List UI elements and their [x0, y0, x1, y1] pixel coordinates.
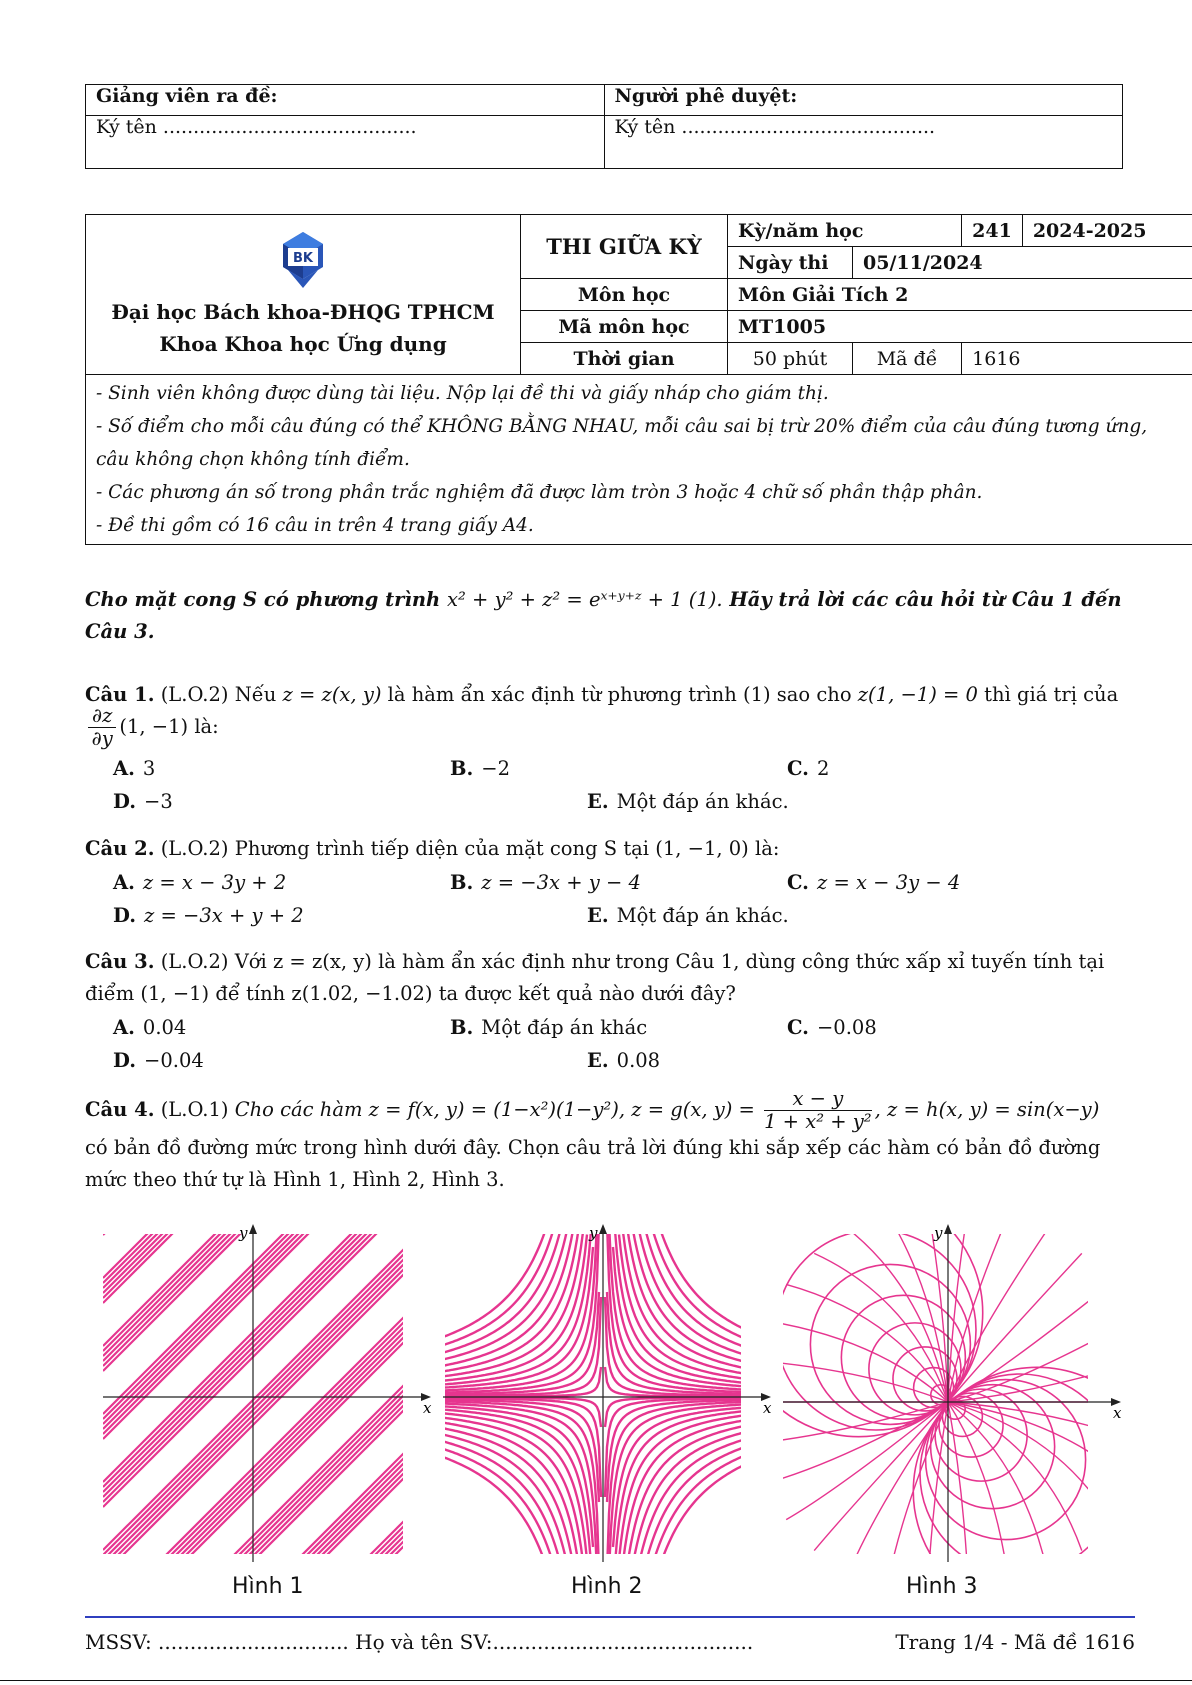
contour-line [948, 1402, 1048, 1562]
approver-signature-line: Ký tên .......................................... [604, 116, 1123, 169]
y-axis-label: y [239, 1224, 248, 1242]
question-label: Câu 4. [85, 1098, 155, 1121]
university-name: Đại học Bách khoa-ĐHQG TPHCM [111, 299, 495, 324]
question-2 [85, 833, 1135, 865]
question-3 [85, 946, 1135, 1010]
contour-line [783, 1321, 948, 1402]
q1-option-c[interactable]: C. 2 [787, 757, 830, 780]
lecturer-signature-line: Ký tên .......................................... [86, 116, 605, 169]
date-label: Ngày thi [728, 247, 853, 279]
learning-outcome: (L.O.2) [160, 837, 229, 860]
instructions-cell [86, 375, 1192, 545]
y-axis-label: y [589, 1224, 598, 1242]
page-footer [85, 1630, 1135, 1654]
contour-figure-1 [103, 1222, 433, 1562]
subject-label: Môn học [521, 279, 728, 311]
q2-option-b[interactable]: B. z = −3x + y − 4 [450, 871, 641, 894]
faculty-name: Khoa Khoa học Ứng dụng [159, 331, 447, 356]
g-fraction [764, 1088, 872, 1133]
contour-line [443, 1454, 547, 1563]
contour-line [814, 1253, 948, 1402]
intro-lead: Cho mặt cong S có phương trình [85, 588, 441, 611]
q3-option-c[interactable]: C. −0.08 [787, 1016, 877, 1039]
intro-equation: x² + y² + z² = eˣ⁺ʸ⁺ᶻ + 1 (1). [447, 588, 723, 611]
subject-name: Môn Giải Tích 2 [728, 279, 1192, 311]
frac-den: 1 + x² + y² [764, 1110, 872, 1133]
contour-line [103, 1230, 433, 1560]
contour-line [103, 1560, 433, 1562]
q1-option-a[interactable]: A. 3 [113, 757, 156, 780]
svg-text:BK: BK [293, 250, 313, 266]
q1-option-b[interactable]: B. −2 [450, 757, 511, 780]
instruction-line: - Các phương án số trong phần trắc nghiệm đã được làm tròn 3 hoặc 4 chữ số phần thập phân. [96, 482, 983, 503]
contour-lines [103, 1222, 433, 1562]
question-text: Nếu [234, 683, 277, 706]
contour-line [651, 1224, 773, 1348]
math-expr: z = z(x, y) [282, 683, 382, 706]
question-text: Phương trình tiếp diện của mặt cong S tại (1, −1, 0) là: [234, 837, 780, 860]
question-text: có bản đồ đường mức trong hình dưới đây. Chọn câu trả lời đúng khi sắp xếp các hàm có bản đồ đường mức theo thứ tự là Hình 1, Hình 2, Hình 3. [85, 1136, 1101, 1191]
contour-line [948, 1402, 969, 1562]
q1-derivative [85, 705, 219, 750]
contour-line [948, 1402, 1123, 1483]
exam-header-table [85, 214, 1192, 545]
question-4 [85, 1088, 1135, 1133]
course-code-label: Mã môn học [521, 311, 728, 343]
y-axis-arrow [944, 1224, 952, 1234]
duration: 50 phút [728, 343, 853, 375]
q2-option-e[interactable]: E. Một đáp án khác. [587, 904, 789, 927]
q3-option-e[interactable]: E. 0.08 [587, 1049, 661, 1072]
contour-line [443, 1228, 561, 1355]
page-number: Trang 1/4 - Mã đề 1616 [895, 1630, 1135, 1654]
university-cell [86, 215, 521, 375]
contour-line [783, 1402, 948, 1444]
contour-line [609, 1222, 773, 1391]
math-expr: z(1, −1) = 0 [857, 683, 978, 706]
contour-line [443, 1230, 567, 1361]
learning-outcome: (L.O.2) [160, 950, 229, 973]
q3-option-b[interactable]: B. Một đáp án khác [450, 1016, 648, 1039]
term-code: 241 [962, 215, 1023, 247]
q3-option-d[interactable]: D. −0.04 [113, 1049, 204, 1072]
contour-line [948, 1402, 1123, 1444]
q2-option-d[interactable]: D. z = −3x + y + 2 [113, 904, 304, 927]
student-info-line: MSSV: .............................. Họ và tên SV:......................................... [85, 1630, 754, 1654]
q1-option-e[interactable]: E. Một đáp án khác. [587, 790, 789, 813]
figure-caption-2: Hình 2 [571, 1574, 643, 1599]
instruction-line: - Đề thi gồm có 16 câu in trên 4 trang giấy A4. [96, 515, 534, 536]
question-text: thì giá trị của [984, 683, 1119, 706]
figure-caption-1: Hình 1 [232, 1574, 304, 1599]
q3-option-a[interactable]: A. 0.04 [113, 1016, 187, 1039]
contour-lines [783, 1222, 1123, 1562]
x-axis-label: x [763, 1399, 772, 1417]
q2-option-c[interactable]: C. z = x − 3y − 4 [787, 871, 961, 894]
contour-line [103, 1235, 433, 1562]
intro-paragraph [85, 584, 1135, 648]
question-label: Câu 3. [85, 950, 155, 973]
question-label: Câu 1. [85, 683, 155, 706]
q1-option-d[interactable]: D. −3 [113, 790, 173, 813]
contour-figure-2 [443, 1222, 773, 1562]
contour-line [103, 1222, 433, 1235]
frac-den: ∂y [91, 727, 113, 750]
exam-code: 1616 [962, 343, 1192, 375]
learning-outcome: (L.O.1) [160, 1098, 229, 1121]
exam-code-label: Mã đề [853, 343, 962, 375]
contour-lines [443, 1222, 773, 1562]
partial-fraction [88, 705, 116, 750]
frac-num: x − y [764, 1088, 872, 1111]
question-text: là hàm ẩn xác định từ phương trình (1) sao cho [387, 683, 852, 706]
question-text: (1, −1) là: [119, 715, 219, 738]
course-code: MT1005 [728, 311, 1192, 343]
question-1 [85, 679, 1135, 711]
exam-type: THI GIỮA KỲ [521, 215, 728, 279]
lecturer-label: Giảng viên ra đề: [86, 85, 605, 116]
intro-tail: Hãy trả lời các câu hỏi từ Câu 1 đến Câu 3. [85, 588, 1122, 643]
question-text: Cho các hàm z = f(x, y) = (1−x²)(1−y²), z = g(x, y) = [234, 1098, 755, 1121]
footer-divider [85, 1616, 1135, 1618]
signature-table [85, 84, 1123, 169]
term-label: Kỳ/năm học [728, 215, 962, 247]
instruction-line: - Sinh viên không được dùng tài liệu. Nộp lại đề thi và giấy nháp cho giám thị. [96, 383, 829, 404]
x-axis-label: x [423, 1399, 432, 1417]
contour-line [948, 1402, 1010, 1562]
contour-line [443, 1432, 567, 1562]
x-axis-label: x [1113, 1404, 1122, 1422]
learning-outcome: (L.O.2) [160, 683, 229, 706]
academic-year: 2024-2025 [1022, 215, 1192, 247]
contour-line [443, 1401, 599, 1562]
page-bottom-rule [0, 1680, 1192, 1681]
exam-date: 05/11/2024 [853, 247, 1192, 279]
contour-line [103, 1222, 433, 1230]
duration-label: Thời gian [521, 343, 728, 375]
question-label: Câu 2. [85, 837, 155, 860]
contour-line [948, 1402, 1082, 1551]
question-text: , z = h(x, y) = sin(x−y) [874, 1098, 1100, 1121]
bk-logo [274, 230, 332, 290]
contour-line [103, 1222, 433, 1225]
y-axis-arrow [249, 1224, 257, 1234]
q2-option-a[interactable]: A. z = x − 3y + 2 [113, 871, 287, 894]
question-text: Với z = z(x, y) là hàm ẩn xác định như trong Câu 1, dùng công thức xấp xỉ tuyến tính tại điểm (1, −1) để tính z(1.02, −1.02) ta được kết quả nào dưới đây? [85, 950, 1105, 1005]
y-axis-arrow [599, 1224, 607, 1234]
contour-line [645, 1228, 773, 1355]
instruction-line: - Số điểm cho mỗi câu đúng có thể KHÔNG BẰNG NHAU, mỗi câu sai bị trừ 20% điểm của câu đúng tương ứng, câu không chọn không tính điểm. [96, 416, 1148, 470]
y-axis-label: y [934, 1224, 943, 1242]
figure-caption-3: Hình 3 [906, 1574, 978, 1599]
contour-figure-3 [783, 1222, 1123, 1562]
approver-label: Người phê duyệt: [604, 85, 1123, 116]
frac-num: ∂z [88, 705, 116, 728]
contour-line [645, 1439, 773, 1562]
